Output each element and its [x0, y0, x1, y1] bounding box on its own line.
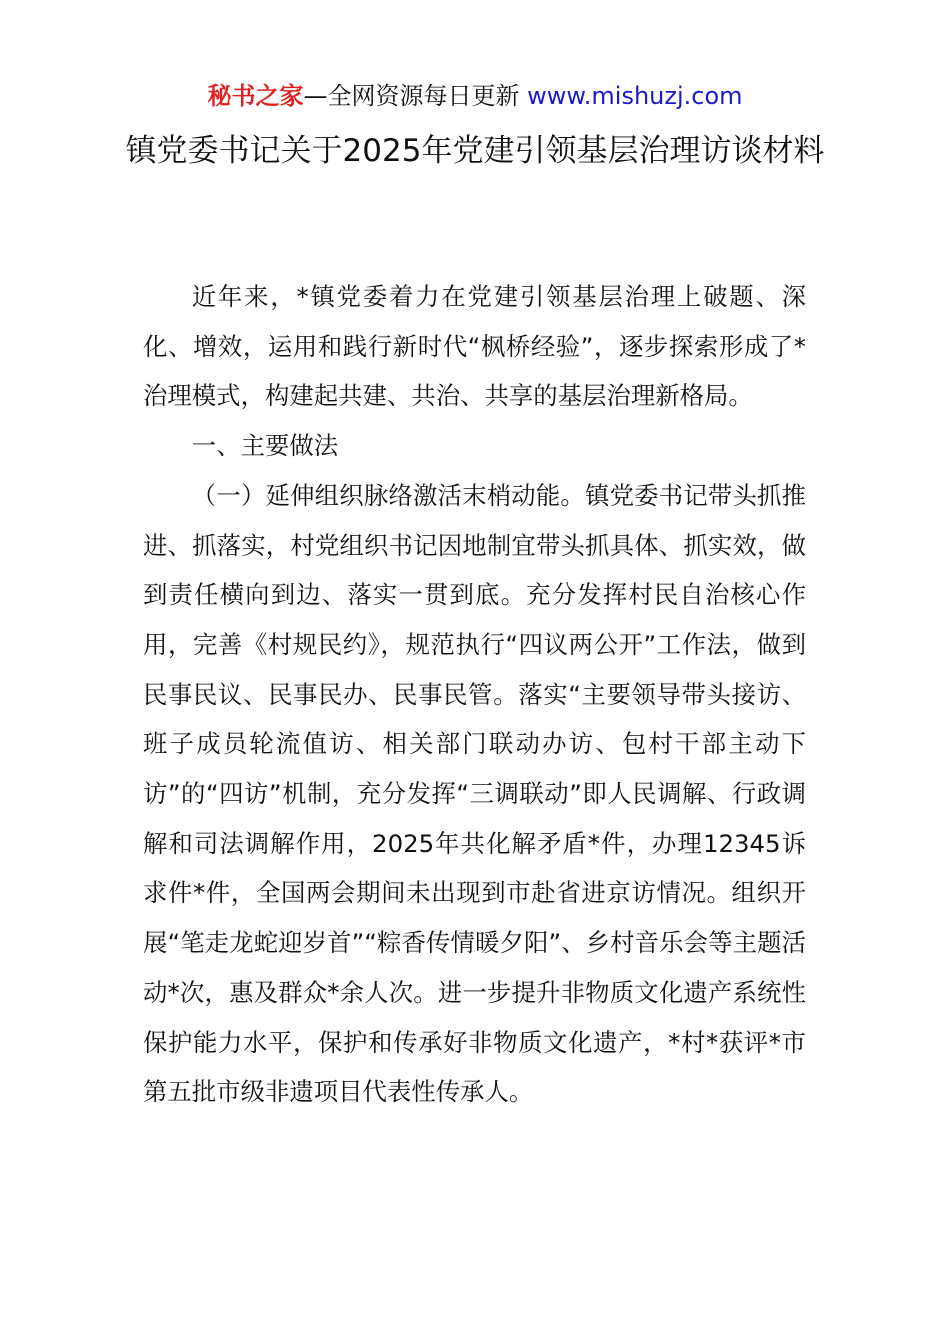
header-slogan: —全网资源每日更新 [303, 82, 528, 110]
body-paragraph: （一）延伸组织脉络激活末梢动能。镇党委书记带头抓推进、抓落实，村党组织书记因地制宜带头抓具体、抓实效，做到责任横向到边、落实一贯到底。充分发挥村民自治核心作用，完善《村规民约》，规范执行“四议两公开”工作法，做到民事民议、民事民办、民事民管。落实“主要领导带头接访、班子成员轮流值访、相关部门联动办访、包村干部主动下访”的“四访”机制，充分发挥“三调联动”即人民调解、行政调解和司法调解作用，2025年共化解矛盾*件，办理12345诉求件*件，全国两会期间未出现到市赴省进京访情况。组织开展“笔走龙蛇迎岁首”“粽香传情暖夕阳”、乡村音乐会等主题活动*次，惠及群众*余人次。进一步提升非物质文化遗产系统性保护能力水平，保护和传承好非物质文化遗产，*村*获评*市第五批市级非遗项目代表性传承人。 [143, 480, 806, 1107]
intro-paragraph: 近年来，*镇党委着力在党建引领基层治理上破题、深化、增效，运用和践行新时代“枫桥经验”，逐步探索形成了*治理模式，构建起共建、共治、共享的基层治理新格局。 [143, 282, 806, 411]
brand-name: 秘书之家 [207, 82, 304, 110]
document-body [143, 272, 806, 1117]
document-title: 镇党委书记关于2025年党建引领基层治理访谈材料 [125, 133, 825, 169]
header-banner [0, 80, 950, 112]
site-link[interactable]: www.mishuzj.com [527, 82, 743, 110]
section-heading: 一、主要做法 [191, 431, 339, 461]
